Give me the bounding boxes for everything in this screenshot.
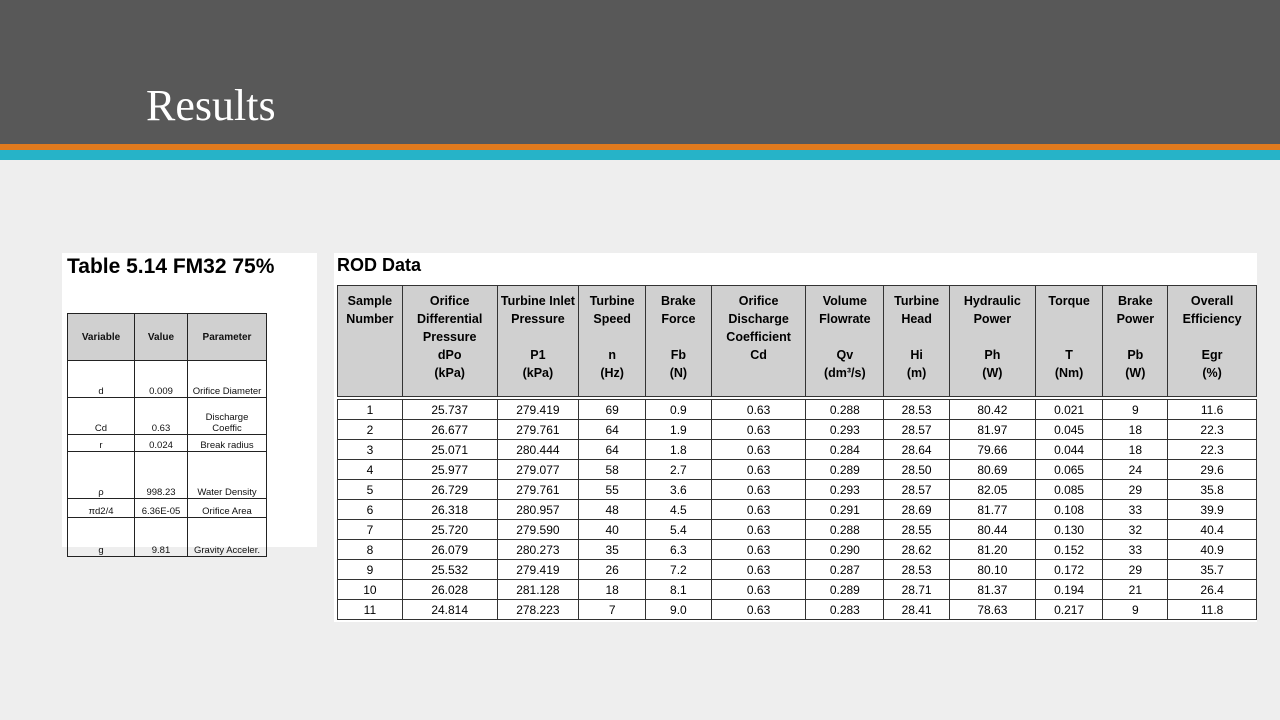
table-cell: 0.290: [806, 540, 884, 560]
column-header-symbol: P1: [530, 348, 546, 362]
table-cell: 0.63: [711, 500, 806, 520]
table-cell: 64: [579, 420, 646, 440]
column-header-label: Sample Number: [346, 294, 394, 326]
column-header-symbol: Ph: [984, 348, 1001, 362]
table-cell: 9: [1103, 400, 1168, 420]
table-cell: 7: [338, 520, 403, 540]
column-header-label: Turbine Head: [894, 294, 940, 326]
table-row: [338, 420, 1257, 440]
column-header-label: Volume Flowrate: [819, 294, 871, 326]
table-cell: 0.021: [1035, 400, 1103, 420]
table-cell: 29: [1103, 560, 1168, 580]
table-cell: 0.172: [1035, 560, 1103, 580]
table-cell: 29: [1103, 480, 1168, 500]
table-cell: 280.273: [497, 540, 579, 560]
table-cell: 22.3: [1168, 420, 1257, 440]
table-cell: 25.977: [402, 460, 497, 480]
table-cell: 69: [579, 400, 646, 420]
table-row: [338, 600, 1257, 620]
table-cell: 4.5: [646, 500, 712, 520]
column-header-symbol: Fb: [670, 348, 687, 362]
table-cell: 28.62: [884, 540, 950, 560]
table-cell: 28.57: [884, 480, 950, 500]
table-cell: 40.4: [1168, 520, 1257, 540]
column-header: [1103, 286, 1168, 397]
table-cell: 1.9: [646, 420, 712, 440]
table-cell: 11.6: [1168, 400, 1257, 420]
table-cell: 6.36E-05: [135, 499, 188, 518]
column-header-symbol: n: [608, 348, 616, 362]
table-cell: 35.7: [1168, 560, 1257, 580]
table-cell: Orifice Diameter: [188, 361, 267, 398]
table-cell: 8.1: [646, 580, 712, 600]
table-cell: 1.8: [646, 440, 712, 460]
column-header-symbol: dPo: [437, 348, 462, 362]
column-header-unit: (W): [1125, 366, 1146, 380]
table-cell: Gravity Acceler.: [188, 518, 267, 557]
column-header-label: Torque: [1048, 294, 1090, 308]
table-row: [68, 435, 267, 452]
table-cell: 0.63: [711, 400, 806, 420]
table-cell: d: [68, 361, 135, 398]
table-cell: 28.55: [884, 520, 950, 540]
table-row: [338, 460, 1257, 480]
table-cell: 998.23: [135, 452, 188, 499]
table-cell: 280.957: [497, 500, 579, 520]
table-cell: 4: [338, 460, 403, 480]
column-header-label: Turbine Inlet Pressure: [500, 294, 575, 326]
column-header: [884, 286, 950, 397]
table-cell: 80.10: [950, 560, 1036, 580]
column-header-label: Orifice Discharge Coefficient: [726, 294, 791, 344]
table-cell: 22.3: [1168, 440, 1257, 460]
column-header-label: Hydraulic Power: [963, 294, 1021, 326]
column-header: [1035, 286, 1103, 397]
slide-title: Results: [146, 81, 276, 130]
table-cell: 40: [579, 520, 646, 540]
table-cell: 25.720: [402, 520, 497, 540]
rod-table-caption: ROD Data: [337, 255, 422, 275]
table-row: [338, 500, 1257, 520]
column-header-symbol: T: [1065, 348, 1073, 362]
table-cell: 0.283: [806, 600, 884, 620]
table-cell: 279.761: [497, 480, 579, 500]
table-cell: 0.108: [1035, 500, 1103, 520]
table-row: [338, 440, 1257, 460]
table-row: [68, 518, 267, 557]
table-cell: 0.024: [135, 435, 188, 452]
table-cell: 28.71: [884, 580, 950, 600]
table-row: [68, 398, 267, 435]
column-header: Value: [135, 314, 188, 361]
table-cell: 0.293: [806, 480, 884, 500]
table-cell: 0.63: [711, 520, 806, 540]
table-cell: 18: [1103, 420, 1168, 440]
column-header-label: Brake Power: [1116, 294, 1155, 326]
table-cell: 8: [338, 540, 403, 560]
rod-data-table: [337, 285, 1257, 620]
table-cell: 0.085: [1035, 480, 1103, 500]
table-cell: 28.57: [884, 420, 950, 440]
table-cell: 26: [579, 560, 646, 580]
column-header: [338, 286, 403, 397]
table-cell: 0.63: [711, 600, 806, 620]
table-cell: 21: [1103, 580, 1168, 600]
table-cell: 2.7: [646, 460, 712, 480]
table-cell: 55: [579, 480, 646, 500]
table-cell: 0.63: [711, 480, 806, 500]
table-cell: 28.69: [884, 500, 950, 520]
table-cell: 2: [338, 420, 403, 440]
table-cell: 28.41: [884, 600, 950, 620]
table-cell: 0.63: [135, 398, 188, 435]
table-cell: 35.8: [1168, 480, 1257, 500]
table-cell: 11.8: [1168, 600, 1257, 620]
column-header-unit: (W): [982, 366, 1003, 380]
table-cell: 3: [338, 440, 403, 460]
table-cell: 0.289: [806, 460, 884, 480]
table-cell: 5: [338, 480, 403, 500]
table-cell: 33: [1103, 500, 1168, 520]
table-cell: 0.287: [806, 560, 884, 580]
table-cell: 0.288: [806, 400, 884, 420]
table-cell: 0.293: [806, 420, 884, 440]
table-cell: ρ: [68, 452, 135, 499]
table-cell: 39.9: [1168, 500, 1257, 520]
table-cell: 279.419: [497, 560, 579, 580]
table-cell: 5.4: [646, 520, 712, 540]
table-cell: 0.194: [1035, 580, 1103, 600]
column-header: [646, 286, 712, 397]
column-header: [806, 286, 884, 397]
table-cell: 58: [579, 460, 646, 480]
table-cell: 11: [338, 600, 403, 620]
table-cell: 24.814: [402, 600, 497, 620]
column-header: Parameter: [188, 314, 267, 361]
column-header: [1168, 286, 1257, 397]
table-cell: 7: [579, 600, 646, 620]
table-cell: 281.128: [497, 580, 579, 600]
table-cell: 81.37: [950, 580, 1036, 600]
teal-accent-stripe: [0, 150, 1280, 160]
table-row: [338, 480, 1257, 500]
table-cell: 33: [1103, 540, 1168, 560]
table-cell: 64: [579, 440, 646, 460]
table-cell: 35: [579, 540, 646, 560]
variables-table: [67, 313, 267, 557]
table-cell: 0.284: [806, 440, 884, 460]
column-header-symbol: Cd: [750, 348, 767, 362]
column-header-symbol: Egr: [1201, 348, 1223, 362]
table-cell: 0.63: [711, 440, 806, 460]
column-header-label: Brake Force: [661, 294, 696, 326]
table-cell: 7.2: [646, 560, 712, 580]
table-cell: Cd: [68, 398, 135, 435]
table-row: [338, 520, 1257, 540]
table-cell: 18: [1103, 440, 1168, 460]
table-cell: Discharge Coeffic: [188, 398, 267, 435]
variables-table-caption: Table 5.14 FM32 75%: [67, 255, 275, 278]
table-cell: 26.028: [402, 580, 497, 600]
table-cell: 9: [1103, 600, 1168, 620]
table-cell: 79.66: [950, 440, 1036, 460]
table-cell: 0.63: [711, 560, 806, 580]
table-cell: 279.590: [497, 520, 579, 540]
table-cell: 278.223: [497, 600, 579, 620]
column-header-unit: (Hz): [600, 366, 624, 380]
table-cell: 0.63: [711, 540, 806, 560]
column-header-unit: (dm³/s): [823, 366, 866, 380]
table-cell: 0.152: [1035, 540, 1103, 560]
table-cell: 280.444: [497, 440, 579, 460]
table-cell: 9.81: [135, 518, 188, 557]
table-cell: 9: [338, 560, 403, 580]
table-cell: 25.071: [402, 440, 497, 460]
variables-table-image: [62, 253, 317, 556]
table-cell: 1: [338, 400, 403, 420]
table-cell: 80.44: [950, 520, 1036, 540]
column-header: [950, 286, 1036, 397]
column-header-label: Overall Efficiency: [1182, 294, 1242, 326]
table-cell: 0.63: [711, 420, 806, 440]
column-header: Variable: [68, 314, 135, 361]
column-header: [579, 286, 646, 397]
table-cell: 40.9: [1168, 540, 1257, 560]
table-cell: 82.05: [950, 480, 1036, 500]
column-header-symbol: Qv: [836, 348, 854, 362]
table-cell: 9.0: [646, 600, 712, 620]
table-cell: 48: [579, 500, 646, 520]
table-cell: 3.6: [646, 480, 712, 500]
table-cell: 26.4: [1168, 580, 1257, 600]
table-cell: Water Density: [188, 452, 267, 499]
table-cell: 0.065: [1035, 460, 1103, 480]
table-cell: 28.53: [884, 400, 950, 420]
column-header-unit: (Nm): [1054, 366, 1084, 380]
table-cell: 0.009: [135, 361, 188, 398]
column-header-label: Turbine Speed: [589, 294, 635, 326]
table-row: [338, 580, 1257, 600]
column-header-symbol: Pb: [1127, 348, 1144, 362]
table-cell: 18: [579, 580, 646, 600]
table-cell: 0.288: [806, 520, 884, 540]
table-cell: 0.9: [646, 400, 712, 420]
table-row: [68, 499, 267, 518]
table-row: [68, 452, 267, 499]
table-cell: r: [68, 435, 135, 452]
table-cell: 78.63: [950, 600, 1036, 620]
table-cell: 6.3: [646, 540, 712, 560]
rod-data-table-image: [334, 253, 1257, 622]
column-header: [711, 286, 806, 397]
table-cell: Orifice Area: [188, 499, 267, 518]
table-cell: 279.077: [497, 460, 579, 480]
table-row: [68, 361, 267, 398]
column-header-label: Orifice Differential Pressure: [417, 294, 483, 344]
table-cell: 10: [338, 580, 403, 600]
table-cell: 81.20: [950, 540, 1036, 560]
column-header-unit: (%): [1202, 366, 1222, 380]
table-cell: g: [68, 518, 135, 557]
table-cell: 0.044: [1035, 440, 1103, 460]
column-header: [402, 286, 497, 397]
table-cell: 26.677: [402, 420, 497, 440]
table-cell: 26.729: [402, 480, 497, 500]
table-cell: 0.289: [806, 580, 884, 600]
column-header: [497, 286, 579, 397]
column-header-unit: (kPa): [434, 366, 465, 380]
table-cell: 0.63: [711, 580, 806, 600]
table-cell: 28.53: [884, 560, 950, 580]
column-header-symbol: Hi: [910, 348, 923, 362]
column-header-unit: (N): [669, 366, 688, 380]
table-cell: 0.291: [806, 500, 884, 520]
table-cell: 80.42: [950, 400, 1036, 420]
table-cell: 28.50: [884, 460, 950, 480]
table-cell: 28.64: [884, 440, 950, 460]
table-cell: 24: [1103, 460, 1168, 480]
table-row: [338, 560, 1257, 580]
table-cell: 0.130: [1035, 520, 1103, 540]
table-cell: 25.737: [402, 400, 497, 420]
table-cell: 279.419: [497, 400, 579, 420]
table-cell: 25.532: [402, 560, 497, 580]
table-cell: 0.217: [1035, 600, 1103, 620]
table-row: [338, 400, 1257, 420]
table-cell: 6: [338, 500, 403, 520]
column-header-unit: (m): [906, 366, 927, 380]
table-cell: 0.045: [1035, 420, 1103, 440]
table-cell: 26.318: [402, 500, 497, 520]
table-cell: Break radius: [188, 435, 267, 452]
table-cell: πd2/4: [68, 499, 135, 518]
table-cell: 0.63: [711, 460, 806, 480]
table-cell: 26.079: [402, 540, 497, 560]
table-cell: 32: [1103, 520, 1168, 540]
column-header-unit: (kPa): [522, 366, 554, 380]
table-cell: 81.97: [950, 420, 1036, 440]
table-row: [338, 540, 1257, 560]
table-cell: 81.77: [950, 500, 1036, 520]
table-cell: 80.69: [950, 460, 1036, 480]
table-cell: 279.761: [497, 420, 579, 440]
table-cell: 29.6: [1168, 460, 1257, 480]
